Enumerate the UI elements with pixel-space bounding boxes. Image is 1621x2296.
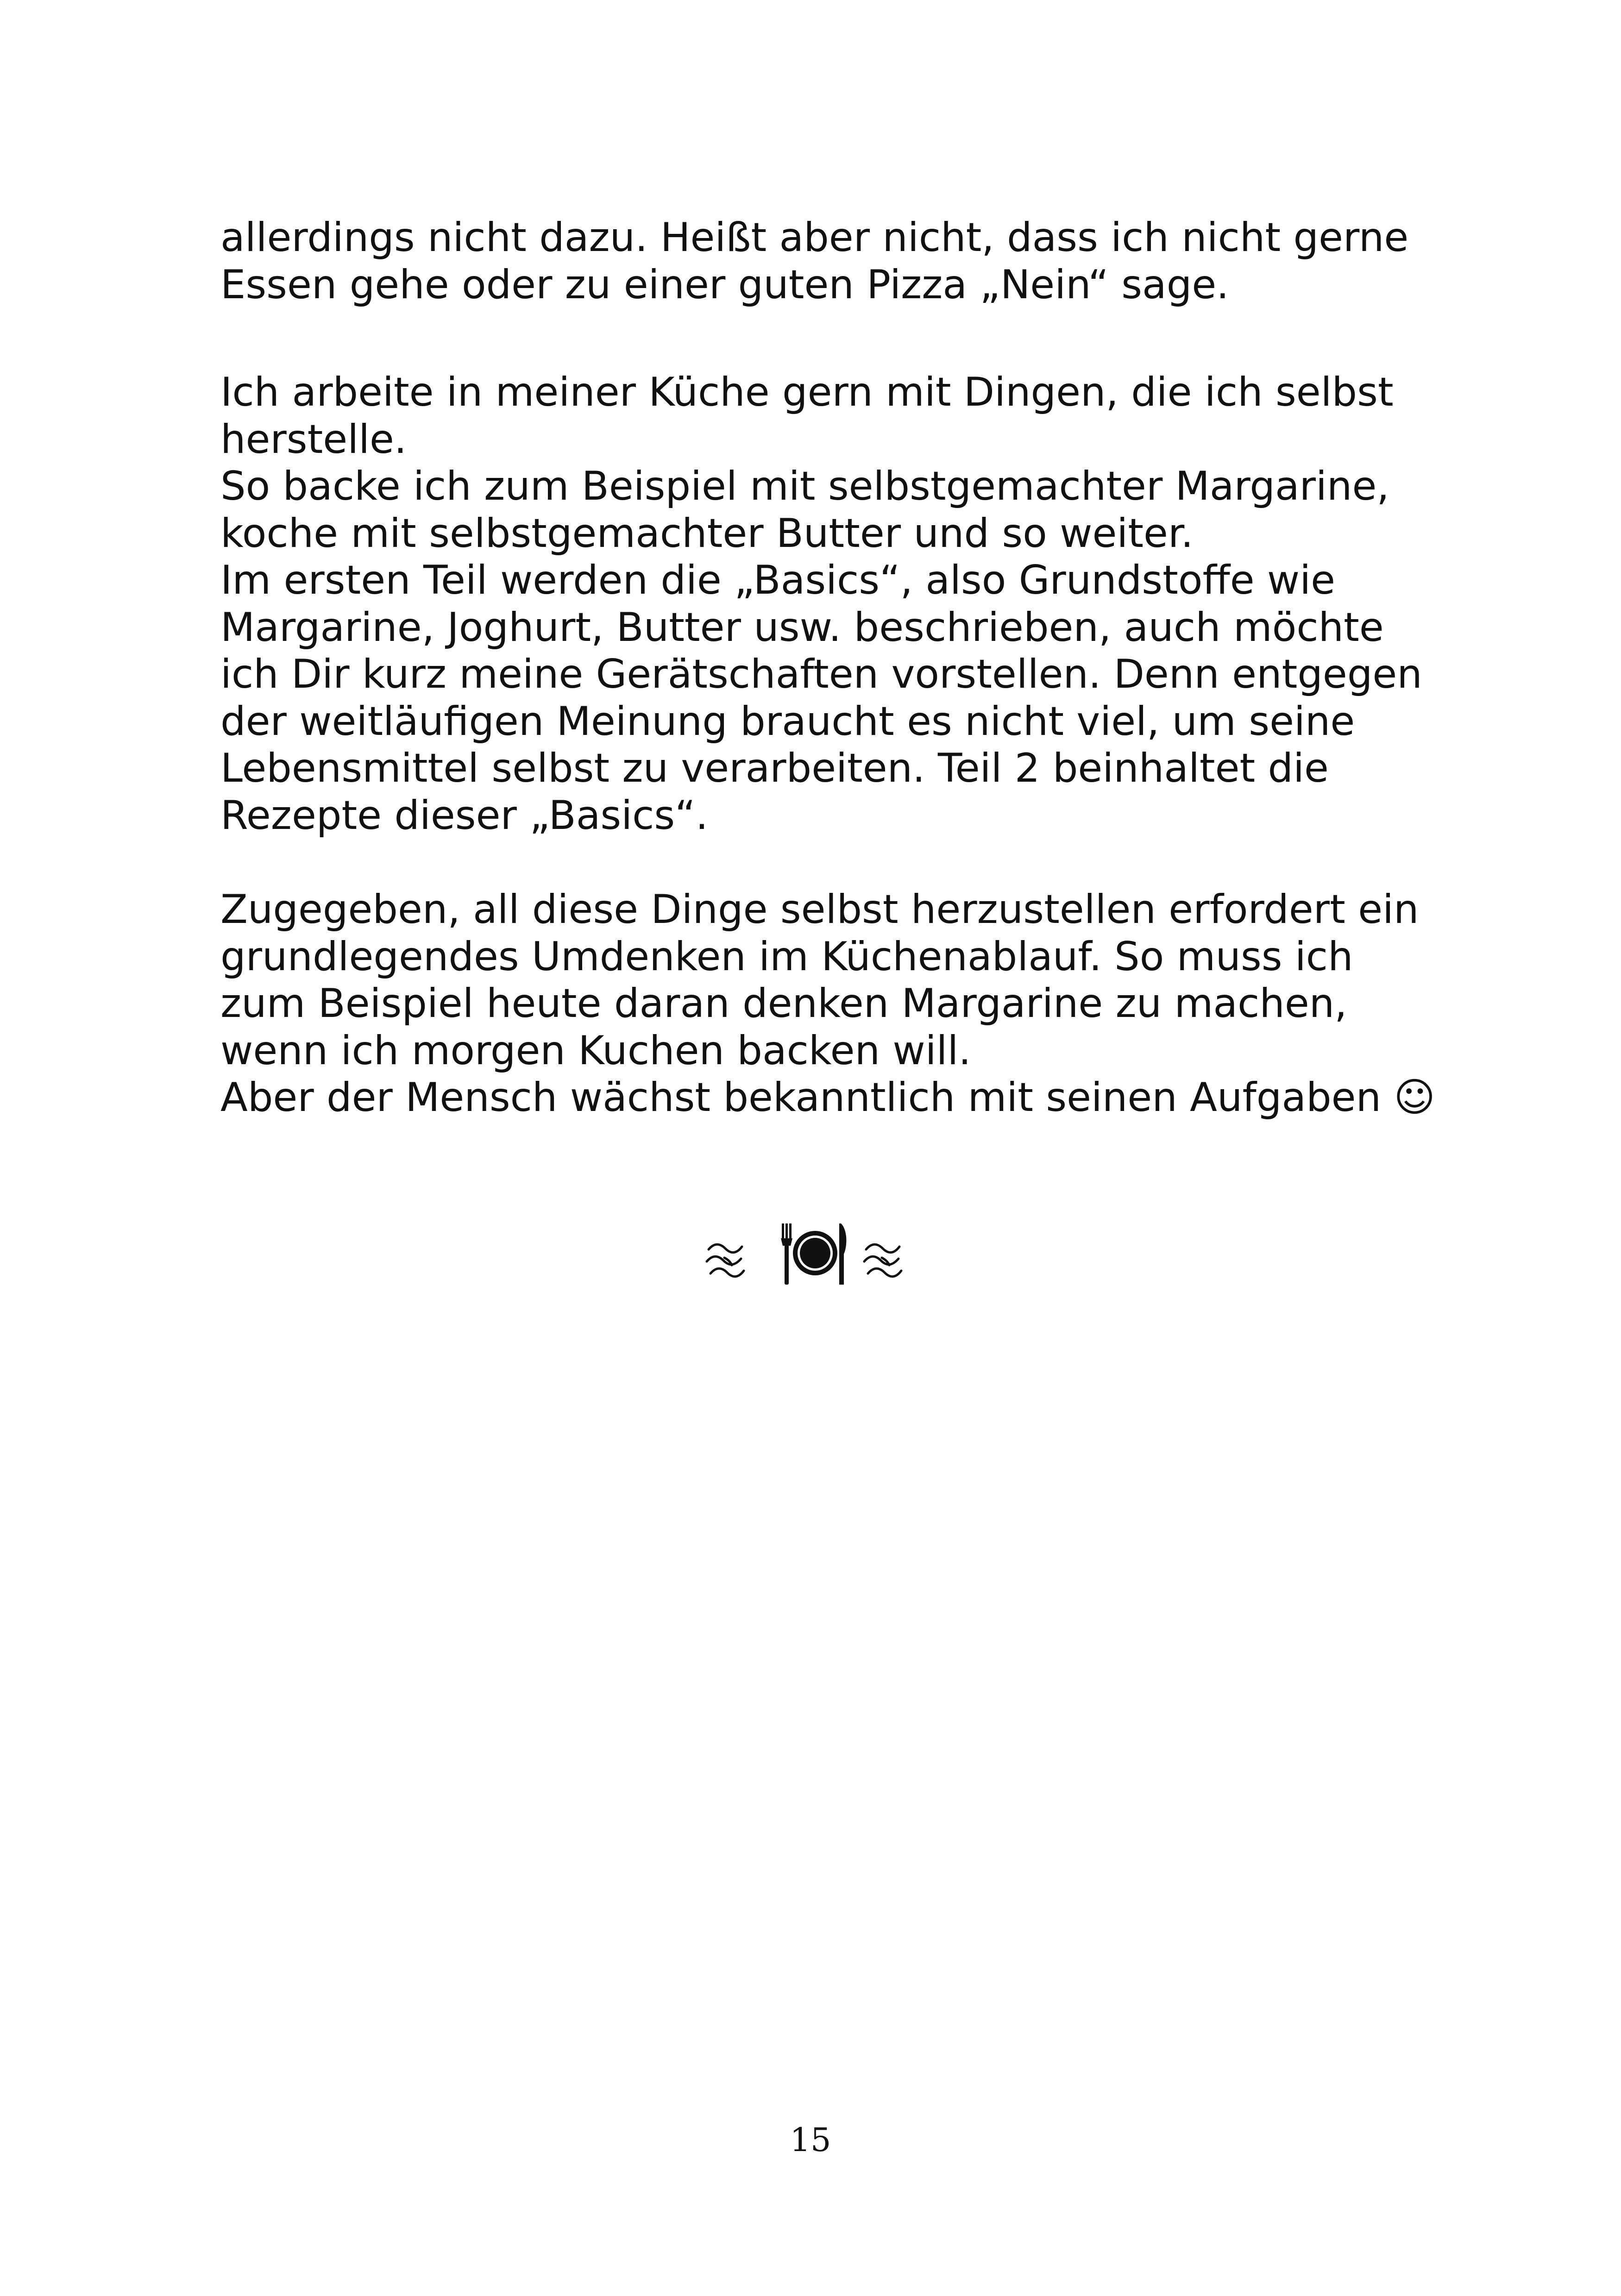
text-line: Essen gehe oder zu einer guten Pizza „Nein“ sage. <box>220 261 1229 308</box>
text-line: ich Dir kurz meine Gerätschaften vorstellen. Denn entgegen <box>220 651 1422 697</box>
text-line: So backe ich zum Beispiel mit selbstgemachter Margarine, <box>220 463 1389 509</box>
text-line: Zugegeben, all diese Dinge selbst herzustellen erfordert ein <box>220 886 1419 933</box>
text-line: koche mit selbstgemachter Butter und so weiter. <box>220 510 1194 557</box>
plate-with-cutlery-icon <box>781 1223 846 1285</box>
steam-wave-icon <box>864 1244 901 1276</box>
text-line: zum Beispiel heute daran denken Margarine zu machen, <box>220 980 1347 1027</box>
text-line: Rezepte dieser „Basics“. <box>220 792 709 839</box>
paragraph-1 <box>220 214 1471 308</box>
text-line: Im ersten Teil werden die „Basics“, also Grundstoffe wie <box>220 557 1336 603</box>
paragraph-3 <box>220 886 1471 1122</box>
text-line: wenn ich morgen Kuchen backen will. <box>220 1027 971 1074</box>
text-line: herstelle. <box>220 416 407 463</box>
text-line: der weitläufigen Meinung braucht es nicht viel, um seine <box>220 698 1355 745</box>
paragraph-2 <box>220 369 1471 839</box>
text-line: Margarine, Joghurt, Butter usw. beschrieben, auch möchte <box>220 604 1384 651</box>
text-line: allerdings nicht dazu. Heißt aber nicht, dass ich nicht gerne <box>220 214 1409 261</box>
text-line: Ich arbeite in meiner Küche gern mit Dingen, die ich selbst <box>220 369 1394 415</box>
ornament-divider <box>695 1213 926 1297</box>
steam-wave-icon <box>707 1244 744 1276</box>
page-number: 15 <box>790 2121 831 2159</box>
text-line: grundlegendes Umdenken im Küchenablauf. So muss ich <box>220 933 1353 980</box>
text-line: Lebensmittel selbst zu verarbeiten. Teil 2 beinhaltet die <box>220 745 1329 791</box>
text-line: Aber der Mensch wächst bekanntlich mit seinen Aufgaben ☺ <box>220 1074 1436 1121</box>
